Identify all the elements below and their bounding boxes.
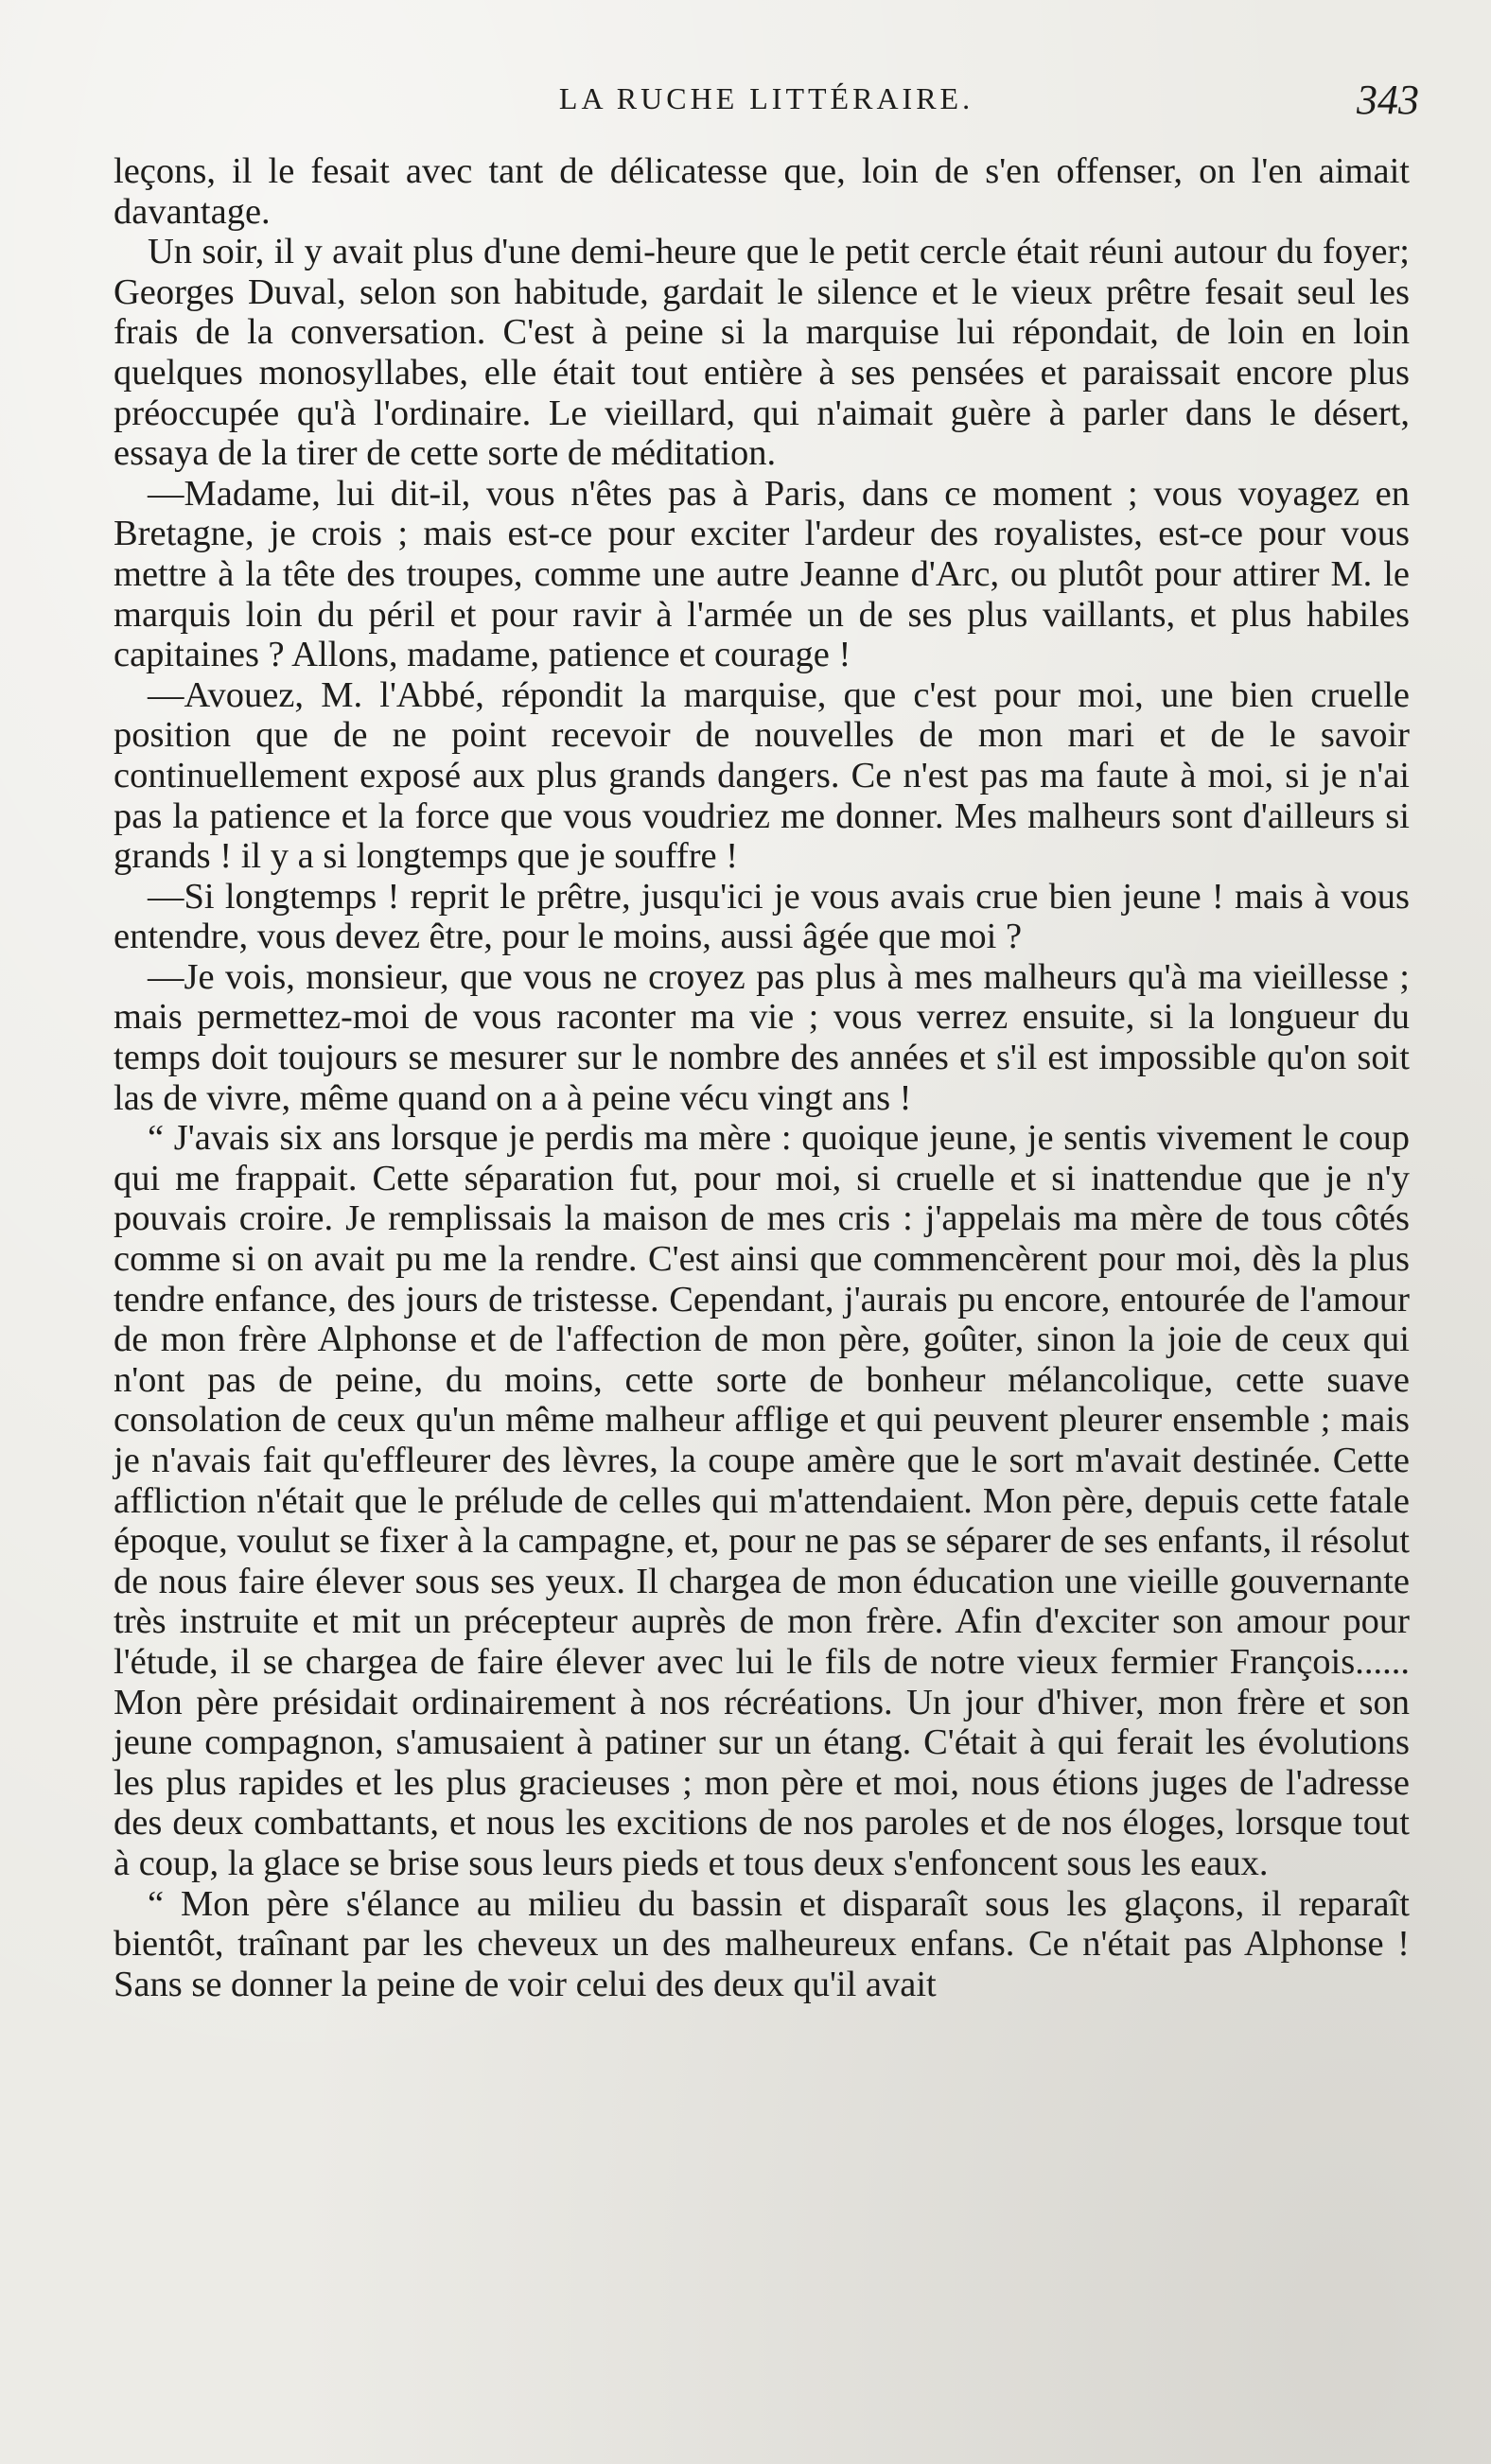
paragraph-3: —Madame, lui dit-il, vous n'êtes pas à Paris, dans ce moment ; vous voyagez en Bretagne, je crois ; mais est-ce pour exciter l'ardeur des royalistes, est-ce pour vous mettre à la tête des troupes, comme une autre Jeanne d'Arc, ou plutôt pour attirer M. le marquis loin du péril et pour ravir à l'armée un de ses plus vaillants, et plus habiles capitaines ? Allons, madame, patience et courage !: [114, 473, 1410, 675]
page-number: 343: [1357, 77, 1419, 123]
paragraph-7: “ J'avais six ans lorsque je perdis ma mère : quoique jeune, je sentis vivement le coup qui me frappait. Cette séparation fut, pour moi, si cruelle et si inattendue que je n'y pouvais croire. Je remplissais la maison de mes cris : j'appelais ma mère de tous côtés comme si on avait pu me la rendre. C'est ainsi que commencèrent pour moi, dès la plus tendre enfance, des jours de tristesse. Cependant, j'aurais pu encore, entourée de l'amour de mon frère Alphonse et de l'affection de mon père, goûter, sinon la joie de ceux qui n'ont pas de peine, du moins, cette sorte de bonheur mélancolique, cette suave consolation de ceux qu'un même malheur afflige et qui peuvent pleurer ensemble ; mais je n'avais fait qu'effleurer des lèvres, la coupe amère que le sort m'avait destinée. Cette affliction n'était que le prélude de celles qui m'attendaient. Mon père, depuis cette fatale époque, voulut se fixer à la campagne, et, pour ne pas se séparer de ses enfants, il résolut de nous faire élever sous ses yeux. Il chargea de mon éducation une vieille gouvernante très instruite et mit un précepteur auprès de mon frère. Afin d'exciter son amour pour l'étude, il se chargea de faire élever avec lui le fils de notre vieux fermier François...... Mon père présidait ordinairement à nos récréations. Un jour d'hiver, mon frère et son jeune compagnon, s'amusaient à patiner sur un étang. C'était à qui ferait les évolutions les plus rapides et les plus gracieuses ; mon père et moi, nous étions juges de l'adresse des deux combattants, et nous les excitions de nos paroles et de nos éloges, lorsque tout à coup, la glace se brise sous leurs pieds et tous deux s'enfoncent sous les eaux.: [114, 1118, 1410, 1883]
page-header: [114, 76, 1419, 132]
body-text: [114, 151, 1410, 2004]
paragraph-8: “ Mon père s'élance au milieu du bassin et disparaît sous les glaçons, il reparaît bientôt, traînant par les cheveux un des malheureux enfans. Ce n'était pas Alphonse ! Sans se donner la peine de voir celui des deux qu'il avait: [114, 1883, 1410, 2004]
paragraph-4: —Avouez, M. l'Abbé, répondit la marquise, que c'est pour moi, une bien cruelle position que de ne point recevoir de nouvelles de mon mari et de le savoir continuellement exposé aux plus grands dangers. Ce n'est pas ma faute à moi, si je n'ai pas la patience et la force que vous voudriez me donner. Mes malheurs sont d'ailleurs si grands ! il y a si longtemps que je souffre !: [114, 674, 1410, 877]
paragraph-5: —Si longtemps ! reprit le prêtre, jusqu'ici je vous avais crue bien jeune ! mais à vous entendre, vous devez être, pour le moins, aussi âgée que moi ?: [114, 876, 1410, 957]
paragraph-2: Un soir, il y avait plus d'une demi-heure que le petit cercle était réuni autour du foyer; Georges Duval, selon son habitude, gardait le silence et le vieux prêtre fesait seul les frais de la conversation. C'est à peine si la marquise lui répondait, de loin en loin quelques monosyllabes, elle était tout entière à ses pensées et paraissait encore plus préoccupée qu'à l'ordinaire. Le vieillard, qui n'aimait guère à parler dans le désert, essaya de la tirer de cette sorte de méditation.: [114, 232, 1410, 474]
paragraph-6: —Je vois, monsieur, que vous ne croyez pas plus à mes malheurs qu'à ma vieillesse ; mais permettez-moi de vous raconter ma vie ; vous verrez ensuite, si la longueur du temps doit toujours se mesurer sur le nombre des années et s'il est impossible qu'on soit las de vivre, même quand on a à peine vécu vingt ans !: [114, 956, 1410, 1118]
paragraph-1: leçons, il le fesait avec tant de délicatesse que, loin de s'en offenser, on l'en aimait davantage.: [114, 151, 1410, 232]
running-title: LA RUCHE LITTÉRAIRE.: [558, 81, 974, 115]
